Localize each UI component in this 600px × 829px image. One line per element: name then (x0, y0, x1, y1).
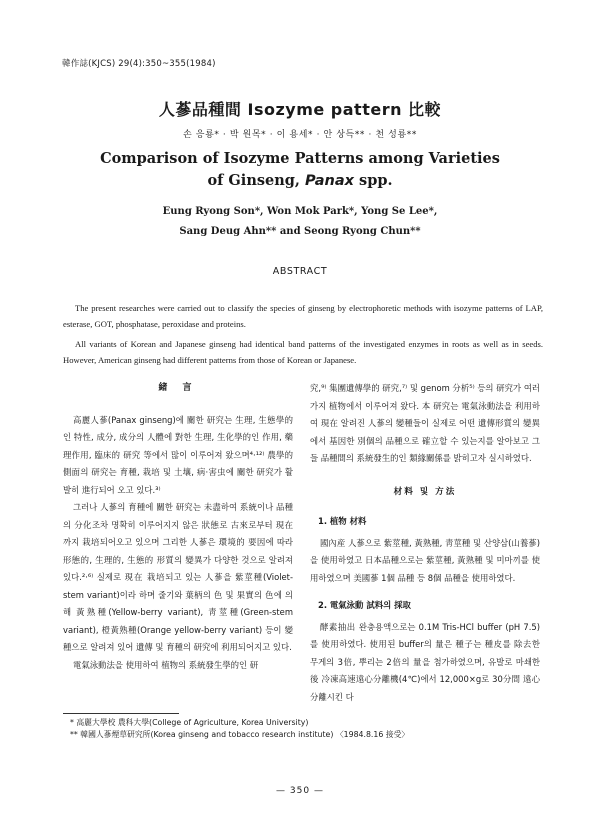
authors-english-line2: Sang Deug Ahn** and Seong Ryong Chun** (179, 226, 421, 237)
left-column (63, 380, 293, 674)
right-column (310, 380, 540, 706)
sample-collection-text: 酵素抽出 완충용액으로는 0.1M Tris-HCl buffer (pH 7.5)를 使用하였다. 使用된 buffer의 量은 種子는 種皮를 除去한 무게의 3倍, 뿌리는 2倍의 量을 첨가하였으며, 유발로 마쇄한 後 冷凍高速遠心分離機(4℃)에서 12,000×g로 30分間 遠心分離시킨 다 (310, 621, 540, 702)
footnote-divider (63, 713, 179, 714)
page-number: — 350 — (276, 786, 324, 796)
title-korean: 人蔘品種間 Isozyme pattern 比較 (158, 100, 442, 119)
intro-paragraph-2: 그러나 人蔘의 育種에 關한 研究는 未盡하여 系統이나 品種의 分化조차 명확히 이루어지지 않은 狀態로 古來로부터 現在까지 栽培되어오고 있으며 그리한 人蔘은 環境的 要因에 따라 形態的, 生理的, 生態的 形質의 變異가 다양한 것으로 알려져 있다.²·⁶⁾ 실제로 現在 栽培되고 있는 人蔘을 紫莖種(Violet-stem variant)이라 하며 줄기와 葉柄의 色 및 果實의 色에 의해 黃熟種(Yellow-berry variant), 靑莖種(Green-stem variant), 橙黃熟種(Orange yellow-berry variant) 등이 變種으로 알려져 있어 遺傳 및 育種의 研究에 利用되어지고 있다. (63, 502, 293, 652)
authors-korean: 손 응룡* · 박 원목* · 이 용세* · 안 상득** · 천 성룡** (183, 130, 417, 140)
footnotes (70, 717, 550, 741)
intro-paragraph-1: 高麗人蔘(Panax ginseng)에 關한 研究는 生理, 生態學的인 特性, 成分, 成分의 人體에 對한 生理, 生化學的인 作用, 藥理作用, 臨床的 研究 等에서 많이 이루어져 왔으며⁴·¹²⁾ 農學的 側面의 研究는 育種, 栽培 및 土壤, 病·害虫에 關한 研究가 활발히 進行되어 오고 있다.³⁾ (63, 414, 293, 495)
title-english-genus: Panax (305, 173, 354, 189)
abstract-paragraph-2: All variants of Korean and Japanese ginseng had identical band patterns of the investigated enzymes in roots as well as in seeds. However, American ginseng had different patterns from those of Korean or Japanese. (63, 339, 543, 365)
intro-heading: 緒 言 (158, 383, 198, 393)
journal-citation: 韓作誌(KJCS) 29(4):350~355(1984) (62, 59, 216, 69)
right-paragraph-1: 究,⁹⁾ 集團遺傳學的 研究,⁷⁾ 및 genom 分析⁵⁾ 등의 研究가 여러가지 植物에서 이루어져 왔다. 本 研究는 電氣泳動法을 利用하여 現在 알려진 人蔘의 變種들이 실제로 어떤 遺傳形質의 變異에서 基因한 別個의 品種으로 確立할 수 있는지를 알아보고 그들 品種間의 系統發生的인 類緣關係를 밝히고자 실시하였다. (310, 383, 540, 463)
abstract-heading: ABSTRACT (272, 266, 328, 277)
plant-material-text: 國內産 人蔘으로 紫莖種, 黃熟種, 靑莖種 및 산양삼(山養蔘)을 使用하였고 日本品種으로는 紫莖種, 黃熟種 및 미마끼를 使用하였으며 美國蔘 1個 品種 등 8個 品種을 使用하였다. (310, 537, 540, 583)
intro-paragraph-3: 電氣泳動法을 使用하여 植物의 系統發生學的인 研 (73, 659, 259, 670)
subsection-sample-collection: 2. 電氣泳動 試料의 採取 (318, 600, 411, 610)
title-english-line1: Comparison of Isozyme Patterns among Varieties (100, 150, 500, 167)
title-english-line2-pre: of Ginseng, (207, 172, 306, 189)
authors-english (0, 202, 600, 242)
footnote-2: ** 韓國人蔘煙草研究所(Korea ginseng and tobacco research institute) 〈1984.8.16 接受〉 (70, 730, 410, 739)
abstract-body (63, 300, 543, 372)
subsection-plant-material: 1. 植物 材料 (318, 516, 367, 526)
methods-heading: 材料 및 方法 (393, 486, 457, 497)
title-english-line2 (0, 170, 600, 192)
title-english-line2-post: spp. (353, 172, 393, 189)
title-english (0, 148, 600, 192)
abstract-paragraph-1: The present researches were carried out to classify the species of ginseng by electrophoretic methods with isozyme patterns of LAP, esterase, GOT, phosphatase, peroxidase and proteins. (63, 303, 543, 329)
authors-english-line1: Eung Ryong Son*, Won Mok Park*, Yong Se Lee*, (162, 206, 438, 217)
footnote-1: * 高麗大學校 農科大學(College of Agriculture, Korea University) (70, 718, 309, 727)
